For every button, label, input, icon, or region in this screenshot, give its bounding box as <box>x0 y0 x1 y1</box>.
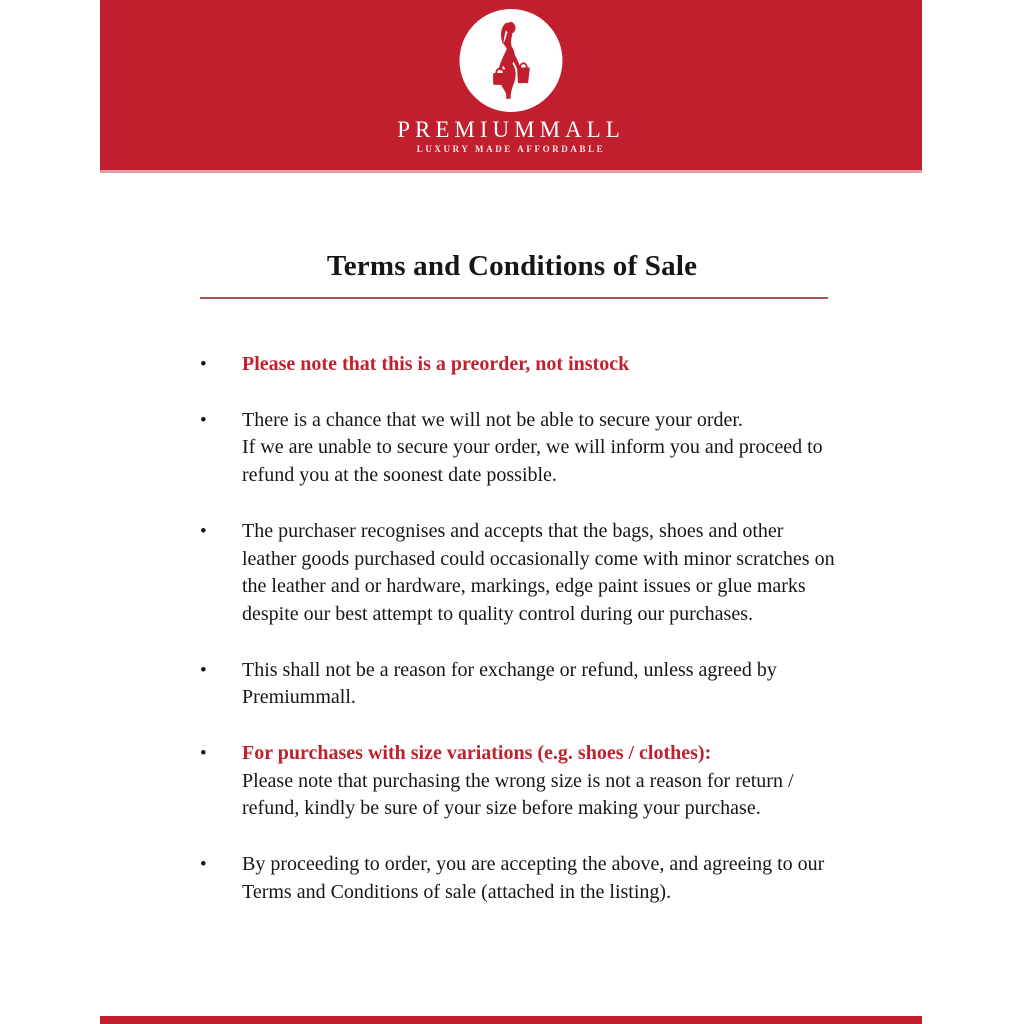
brand-name: PREMIUMMALL <box>397 117 625 142</box>
bullet-line: refund you at the soonest date possible. <box>242 464 557 487</box>
bullet-line: The purchaser recognises and accepts that the bags, shoes and other <box>242 519 784 542</box>
bullet-item-secure-order <box>200 407 890 490</box>
bullet-item-size-variations <box>200 740 890 823</box>
bullet-icon: • <box>200 354 207 375</box>
bullet-icon: • <box>200 854 207 876</box>
bullet-line: By proceeding to order, you are accepting the above, and agreeing to our <box>242 853 825 876</box>
bullet-icon: • <box>200 520 207 542</box>
bullet-line: despite our best attempt to quality control during our purchases. <box>242 602 753 625</box>
bullet-icon: • <box>200 409 207 431</box>
bullet-line: refund, kindly be sure of your size before making your purchase. <box>242 797 761 820</box>
terms-bullet-list <box>200 351 890 935</box>
bullet-line: This shall not be a reason for exchange or refund, unless agreed by <box>242 658 777 681</box>
footer-band <box>100 1016 922 1024</box>
bullet-line: Please note that purchasing the wrong size is not a reason for return / <box>242 769 794 792</box>
bullet-item-acceptance <box>200 851 890 906</box>
woman-with-shopping-bags-icon <box>465 15 557 107</box>
bullet-emphasis: Please note that this is a preorder, not instock <box>242 353 630 375</box>
header-banner <box>100 0 922 173</box>
bullet-icon: • <box>200 743 207 765</box>
bullet-line: If we are unable to secure your order, we will inform you and proceed to <box>242 436 823 459</box>
brand-tagline: LUXURY MADE AFFORDABLE <box>416 144 606 154</box>
brand-logo <box>460 9 563 112</box>
page-title: Terms and Conditions of Sale <box>326 250 698 282</box>
bullet-icon: • <box>200 659 207 681</box>
bullet-line: There is a chance that we will not be able to secure your order. <box>242 408 743 431</box>
bullet-line: leather goods purchased could occasionally come with minor scratches on <box>242 547 835 570</box>
bullet-line: Premiummall. <box>242 686 356 709</box>
bullet-line: the leather and or hardware, markings, edge paint issues or glue marks <box>242 575 806 598</box>
bullet-item-minor-scratches <box>200 518 890 629</box>
title-divider <box>200 297 828 299</box>
bullet-item-no-exchange <box>200 657 890 712</box>
bullet-item-preorder <box>200 351 890 379</box>
bullet-line: Terms and Conditions of sale (attached in the listing). <box>242 880 672 903</box>
bullet-emphasis: For purchases with size variations (e.g. shoes / clothes): <box>242 742 712 765</box>
